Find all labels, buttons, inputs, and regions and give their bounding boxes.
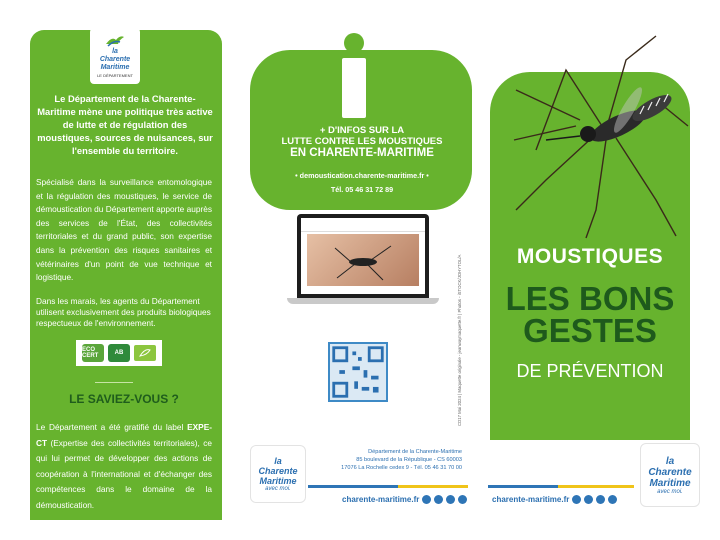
footer-stripe-yellow-right <box>558 485 634 488</box>
intro-text: Le Département de la Charente-Maritime mène une politique très active de lutte et de régulation des moustiques, sources de nuisances, sur l'ensemble du territoire. <box>37 93 213 156</box>
cover-tagline: DE PRÉVENTION <box>516 361 664 381</box>
credits-text: CD17 Mai 2024 | Maquette originale - jeanwaymaquette.fr | Photos - iSTOCK/JOHYTOL/A <box>457 254 462 426</box>
youtube-icon[interactable] <box>596 495 605 504</box>
qr-code-icon[interactable] <box>328 342 388 402</box>
website-text[interactable]: charente-maritime.fr <box>342 495 420 504</box>
linkedin-icon[interactable] <box>608 495 617 504</box>
cover-subtitle <box>490 280 690 349</box>
middle-footer-website <box>342 495 467 504</box>
did-you-know-text <box>36 420 212 513</box>
did-you-know-heading: LE SAVIEZ-VOUS ? <box>69 392 179 406</box>
address-line3: 17076 La Rochelle cedex 9 - Tél. 05 46 31 70 00 <box>341 465 462 471</box>
mosquito-photo <box>307 234 419 286</box>
logo-text-charente: Charente <box>648 466 692 478</box>
website-preview <box>301 218 425 294</box>
footer-stripe-blue-right <box>488 485 558 488</box>
linkedin-icon[interactable] <box>458 495 467 504</box>
label-name: EXPE-CT <box>36 422 212 448</box>
instagram-icon[interactable] <box>572 495 581 504</box>
phone-number: Tél. 05 46 31 72 89 <box>330 185 394 194</box>
divider <box>95 382 133 383</box>
laptop-screen <box>297 214 429 298</box>
laptop-base <box>287 298 439 304</box>
service-description: Spécialisé dans la surveillance entomologique et la régulation des moustiques, le service de démoustication du Département apporte auprès des services de l'État, des collectivités territoriales et du grand public, son expertise dans la prévention des risques sanitaires et vétérinaires d'un point de vue technique et logistique. <box>36 177 212 283</box>
department-logo <box>90 28 140 84</box>
website-link[interactable]: • demoustication.charente-maritime.fr • <box>295 171 429 180</box>
info-icon <box>342 58 366 118</box>
logo-text-maritime: Maritime <box>259 476 297 486</box>
right-logo <box>640 443 700 507</box>
label-details: (Expertise des collectivités territoriales), ce qui lui permet de développer des actions de coopération à l'international et d'échanger des compétences dans le domaine de la démoustication. <box>36 437 212 510</box>
eu-organic-leaf-icon <box>134 345 156 361</box>
ab-label-icon: AB <box>108 344 130 362</box>
right-footer-website <box>492 495 617 504</box>
more-info-line3: EN CHARENTE-MARITIME <box>290 147 434 159</box>
more-info-line2: LUTTE CONTRE LES MOUSTIQUES <box>281 136 443 147</box>
logo-text-maritime: Maritime <box>649 477 691 489</box>
postal-address <box>304 448 462 472</box>
logo-text-la: la <box>274 456 282 466</box>
address-line1: Département de la Charente-Maritime <box>368 449 462 455</box>
info-icon-dot <box>344 33 364 53</box>
cover-subtitle-line1: LES BONS <box>505 280 675 317</box>
logo-text-la: la <box>112 48 118 55</box>
website-header <box>301 218 425 232</box>
footer-stripe-yellow <box>398 485 468 488</box>
mosquito-illustration <box>506 30 690 240</box>
more-info-line1: + D'INFOS SUR LA <box>319 125 405 136</box>
logo-text-charente: Charente <box>258 466 298 476</box>
logo-text-la: la <box>665 455 675 467</box>
youtube-icon[interactable] <box>446 495 455 504</box>
cover-title: MOUSTIQUES <box>516 245 664 268</box>
ecocert-icon: ECO CERT <box>82 344 104 362</box>
logo-tagline: avec moi. <box>657 488 683 495</box>
logo-tagline: LE DÉPARTEMENT <box>97 73 133 78</box>
logo-text-maritime: Maritime <box>100 64 130 71</box>
mosquito-small-icon <box>307 234 419 286</box>
cover-subtitle-line2: GESTES <box>523 312 657 349</box>
logo-text-charente: Charente <box>99 56 131 63</box>
label-intro: Le Département a été gratifié du label <box>36 422 188 432</box>
facebook-icon[interactable] <box>584 495 593 504</box>
logo-tagline: avec moi. <box>265 486 291 492</box>
certification-logos <box>76 340 162 366</box>
address-line2: 85 boulevard de la République - CS 60003 <box>356 457 462 463</box>
bird-logo-icon <box>104 34 126 48</box>
middle-logo <box>250 445 306 503</box>
more-info-heading <box>262 125 462 160</box>
facebook-icon[interactable] <box>434 495 443 504</box>
marsh-description: Dans les marais, les agents du Département utilisent exclusivement des produits biologiques respectueux de l'environnement. <box>36 296 211 328</box>
footer-stripe-blue <box>308 485 398 488</box>
website-text[interactable]: charente-maritime.fr <box>492 495 570 504</box>
instagram-icon[interactable] <box>422 495 431 504</box>
